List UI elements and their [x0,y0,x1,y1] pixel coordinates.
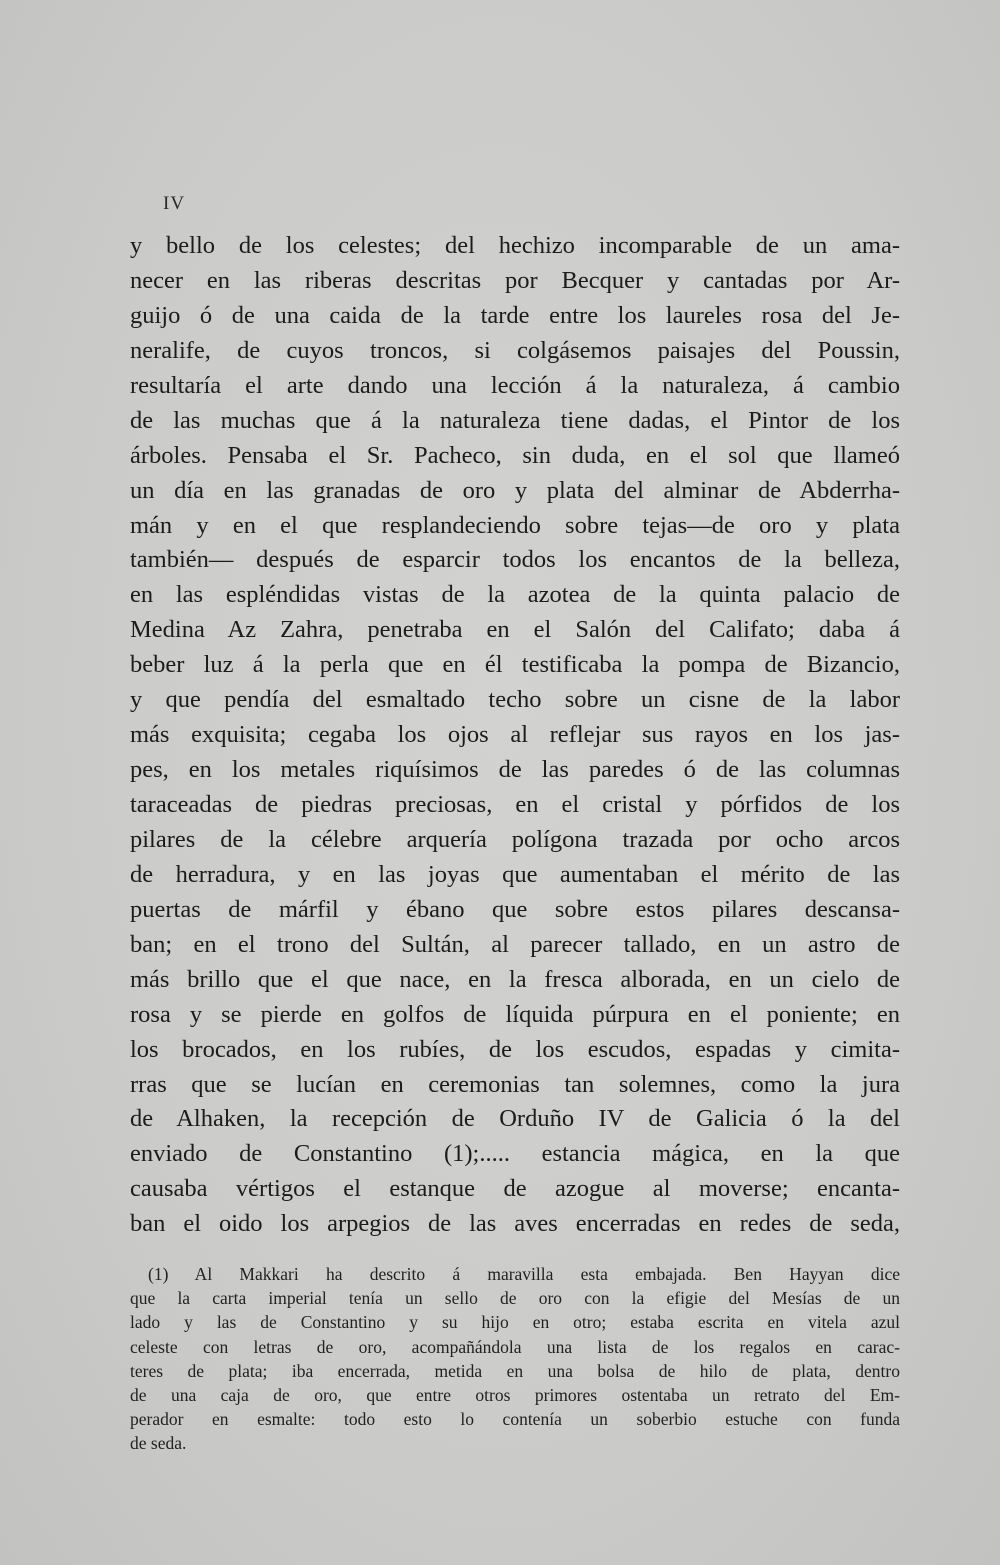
body-line: árboles. Pensaba el Sr. Pacheco, sin duda, en el sol que llameó [130,441,900,469]
body-line: más brillo que el que nace, en la fresca alborada, en un cielo de [130,965,900,993]
body-line: también— después de esparcir todos los encantos de la belleza, [130,546,900,574]
body-line: y que pendía del esmaltado techo sobre un cisne de la labor [130,686,900,714]
body-line: rras que se lucían en ceremonias tan solemnes, como la jura [130,1070,900,1098]
body-line: de las muchas que á la naturaleza tiene dadas, el Pintor de los [130,406,900,434]
footnote-line: de seda. [130,1433,187,1454]
body-line: Medina Az Zahra, penetraba en el Salón del Califato; daba á [130,616,900,644]
body-line: necer en las riberas descritas por Becquer y cantadas por Ar- [130,266,900,294]
footnote-line: de una caja de oro, que entre otros primores ostentaba un retrato del Em- [130,1384,900,1405]
body-line: rosa y se pierde en golfos de líquida púrpura en el poniente; en [130,1000,900,1028]
footnote-line: celeste con letras de oro, acompañándola una lista de los regalos en carac- [130,1336,900,1357]
body-line: en las espléndidas vistas de la azotea de la quinta palacio de [130,581,900,609]
footnote-line: perador en esmalte: todo esto lo contenía un soberbio estuche con funda [130,1409,900,1430]
body-line: de Alhaken, la recepción de Orduño IV de Galicia ó la del [130,1105,900,1133]
body-line: un día en las granadas de oro y plata del alminar de Abderrha- [130,476,900,504]
body-line: puertas de márfil y ébano que sobre estos pilares descansa- [130,895,900,923]
body-line: taraceadas de piedras preciosas, en el cristal y pórfidos de los [130,791,900,818]
body-line: más exquisita; cegaba los ojos al reflejar sus rayos en los jas- [130,721,900,749]
body-line: beber luz á la perla que en él testificaba la pompa de Bizancio, [130,651,900,679]
body-line: resultaría el arte dando una lección á la naturaleza, á cambio [130,371,900,399]
body-line: ban el oido los arpegios de las aves encerradas en redes de seda, [130,1210,900,1238]
body-line: causaba vértigos el estanque de azogue al moverse; encanta- [130,1175,900,1203]
body-text [130,229,900,1242]
footnote-line: teres de plata; iba encerrada, metida en una bolsa de hilo de plata, dentro [130,1360,900,1381]
body-line: ban; en el trono del Sultán, al parecer tallado, en un astro de [130,930,900,958]
body-line: enviado de Constantino (1);..... estancia mágica, en la que [130,1140,900,1168]
footnote [130,1262,900,1456]
body-line: los brocados, en los rubíes, de los escudos, espadas y cimita- [130,1035,900,1063]
body-line: de herradura, y en las joyas que aumentaban el mérito de las [130,860,900,888]
body-line: y bello de los celestes; del hechizo incomparable de un ama- [130,232,900,259]
footnote-line: (1) Al Makkari ha descrito á maravilla esta embajada. Ben Hayyan dice [148,1264,900,1284]
body-line: neralife, de cuyos troncos, si colgásemos paisajes del Poussin, [130,336,900,364]
body-line: guijo ó de una caida de la tarde entre los laureles rosa del Je- [130,301,900,329]
body-line: mán y en el que resplandeciendo sobre tejas—de oro y plata [130,511,900,539]
footnote-line: que la carta imperial tenía un sello de oro con la efigie del Mesías de un [130,1288,900,1309]
footnote-line: lado y las de Constantino y su hijo en otro; estaba escrita en vitela azul [130,1312,900,1333]
page-number: IV [163,193,186,214]
body-line: pes, en los metales riquísimos de las paredes ó de las columnas [130,756,900,784]
body-line: pilares de la célebre arquería polígona trazada por ocho arcos [130,825,900,853]
